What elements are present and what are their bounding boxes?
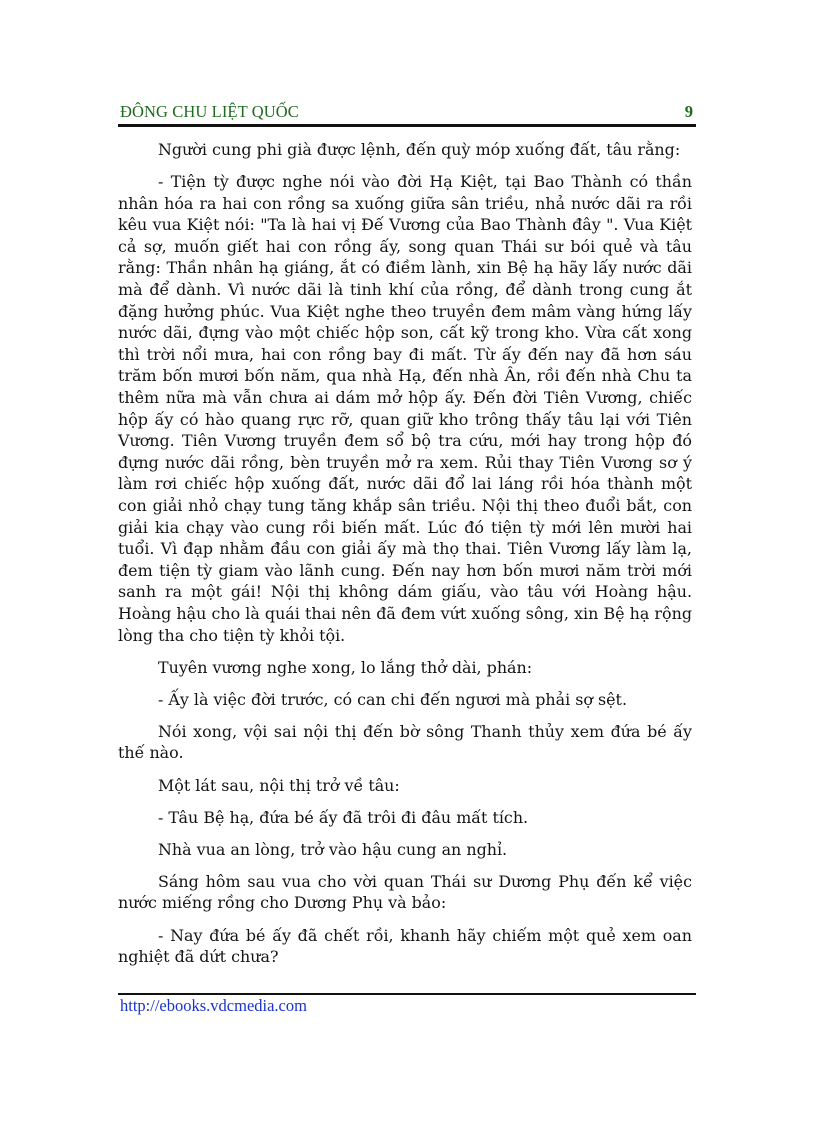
page-number: 9 <box>684 102 693 121</box>
paragraph: Một lát sau, nội thị trở về tâu: <box>158 775 400 795</box>
paragraph: - Nay đứa bé ấy đã chết rồi, khanh hãy chiếm một quẻ xem oan nghiệt đã dứt chưa? <box>118 925 692 967</box>
book-title: ĐÔNG CHU LIỆT QUỐC <box>120 102 299 121</box>
body-text <box>118 139 692 978</box>
footer-divider <box>118 993 696 995</box>
paragraph: Nhà vua an lòng, trở vào hậu cung an nghỉ. <box>158 839 508 859</box>
paragraph: - Tâu Bệ hạ, đứa bé ấy đã trôi đi đâu mất tích. <box>158 807 529 827</box>
paragraph: - Ấy là việc đời trước, có can chi đến ngươi mà phải sợ sệt. <box>158 689 627 709</box>
header-divider <box>118 124 696 127</box>
paragraph: - Tiện tỳ được nghe nói vào đời Hạ Kiệt, tại Bao Thành có thần nhân hóa ra hai con rồng sa xuống giữa sân triều, nhả nước dãi ra rồi kêu vua Kiệt nói: "Ta là hai vị Đế Vương của Bao Thành đây ". Vua Kiệt cả sợ, muốn giết hai con rồng ấy, song quan Thái sư bói quẻ và tâu rằng: Thần nhân hạ giáng, ắt có điềm lành, xin Bệ hạ hãy lấy nước dãi mà để dành. Vì nước dãi là tinh khí của rồng, để dành trong cung ắt đặng hưởng phúc. Vua Kiệt nghe theo truyền đem mâm vàng hứng lấy nước dãi, đựng vào một chiếc hộp son, cất kỹ trong kho. Vừa cất xong thì trời nổi mưa, hai con rồng bay đi mất. Từ ấy đến nay đã hơn sáu trăm bốn mươi bốn năm, qua nhà Hạ, đến nhà Ân, rồi đến nhà Chu ta thêm nữa mà vẫn chưa ai dám mở hộp ấy. Đến đời Tiên Vương, chiếc hộp ấy có hào quang rực rỡ, quan giữ kho trông thấy tâu lại với Tiên Vương. Tiên Vương truyền đem sổ bộ tra cứu, mới hay trong hộp đó đựng nước dãi rồng, bèn truyền mở ra xem. Rủi thay Tiên Vương sơ ý làm rơi chiếc hộp xuống đất, nước dãi đổ lai láng rồi hóa thành một con giải nhỏ chạy tung tăng khắp sân triều. Nội thị theo đuổi bắt, con giải kia chạy vào cung rồi biến mất. Lúc đó tiện tỳ mới lên mười hai tuổi. Vì đạp nhằm đầu con giải ấy mà thọ thai. Tiên Vương lấy làm lạ, đem tiện tỳ giam vào lãnh cung. Đến nay hơn bốn mươi năm trời mới sanh ra một gái! Nội thị không dám giấu, vào tâu với Hoàng hậu. Hoàng hậu cho là quái thai nên đã đem vứt xuống sông, xin Bệ hạ rộng lòng tha cho tiện tỳ khỏi tội. <box>118 172 692 645</box>
footer-link[interactable]: http://ebooks.vdcmedia.com <box>120 996 307 1015</box>
paragraph: Sáng hôm sau vua cho vời quan Thái sư Dương Phụ đến kể việc nước miếng rồng cho Dương Phụ và bảo: <box>118 871 692 913</box>
paragraph: Người cung phi già được lệnh, đến quỳ móp xuống đất, tâu rằng: <box>158 140 681 159</box>
paragraph: Nói xong, vội sai nội thị đến bờ sông Thanh thủy xem đứa bé ấy thế nào. <box>118 721 692 763</box>
running-header <box>118 100 696 124</box>
paragraph: Tuyên vương nghe xong, lo lắng thở dài, phán: <box>158 657 533 677</box>
